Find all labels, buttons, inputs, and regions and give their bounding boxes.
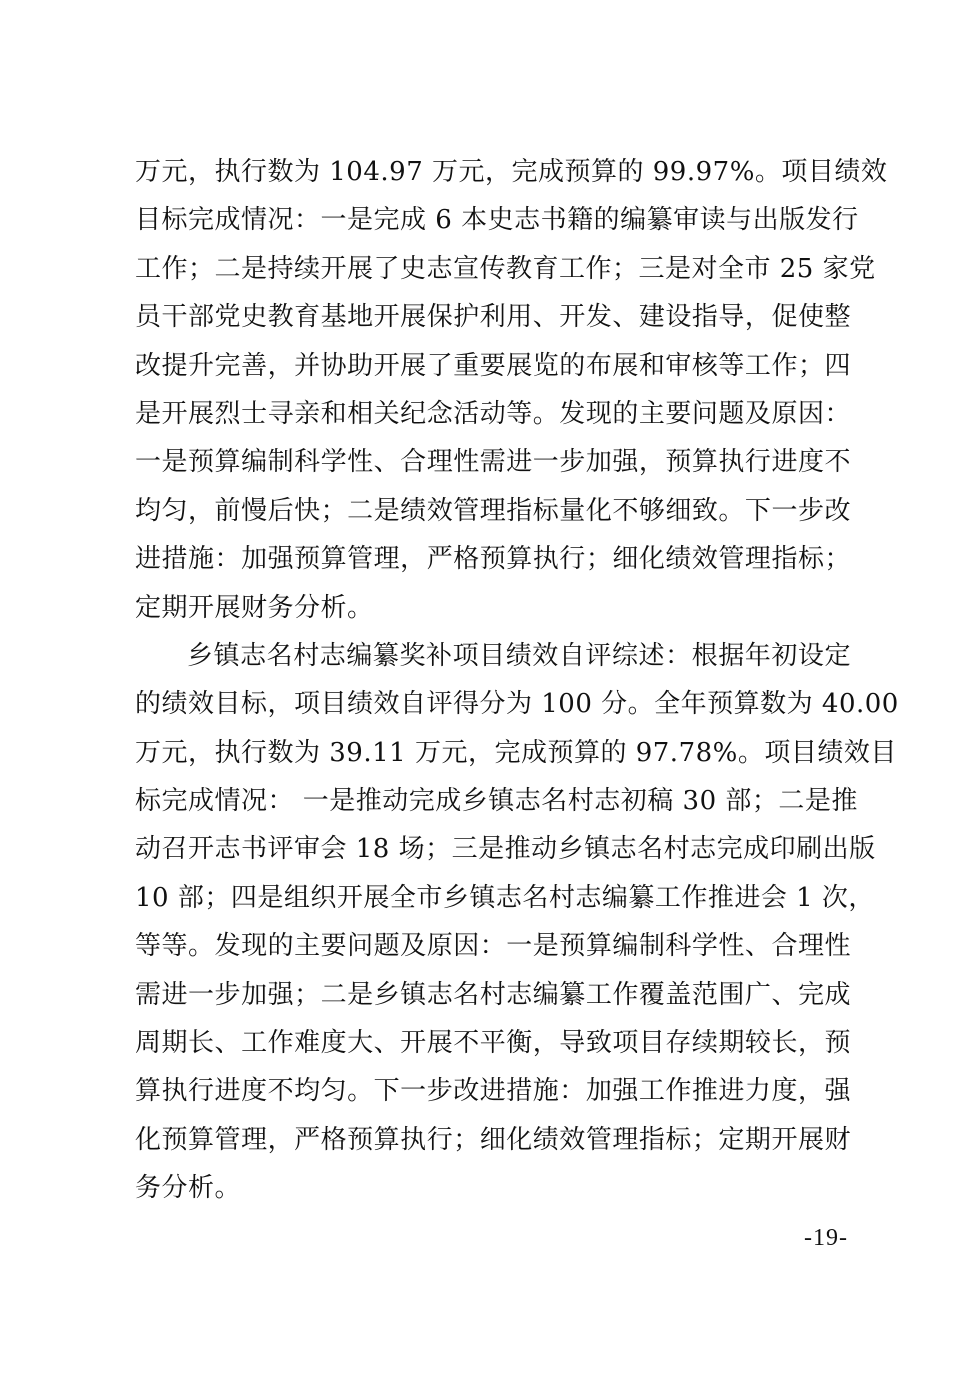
- text-line: 工作；二是持续开展了史志宣传教育工作；三是对全市 25 家党: [135, 253, 876, 284]
- document-body: [135, 148, 899, 1213]
- text-line: 等等。发现的主要问题及原因：一是预算编制科学性、合理性: [135, 931, 851, 962]
- paragraph-township-village-records-project: [135, 632, 899, 1213]
- text-line: 周期长、工作难度大、开展不平衡，导致项目存续期较长，预: [135, 1028, 851, 1059]
- text-line: 定期开展财务分析。: [135, 592, 374, 623]
- text-line: 化预算管理，严格预算执行；细化绩效管理指标；定期开展财: [135, 1124, 851, 1155]
- text-line: 标完成情况： 一是推动完成乡镇志名村志初稿 30 部；二是推: [135, 786, 858, 817]
- text-line: 务分析。: [135, 1173, 242, 1204]
- text-line: 万元，执行数为 104.97 万元，完成预算的 99.97%。项目绩效: [135, 157, 888, 187]
- text-line: 算执行进度不均匀。下一步改进措施：加强工作推进力度，强: [135, 1076, 851, 1107]
- text-line: 的绩效目标，项目绩效自评得分为 100 分。全年预算数为 40.00: [135, 689, 899, 720]
- text-line: 一是预算编制科学性、合理性需进一步加强，预算执行进度不: [135, 447, 851, 478]
- text-line: 动召开志书评审会 18 场；三是推动乡镇志名村志完成印刷出版: [135, 834, 876, 865]
- text-line: 目标完成情况：一是完成 6 本史志书籍的编纂审读与出版发行: [135, 205, 859, 236]
- paragraph-budget-execution-summary: [135, 148, 888, 632]
- page-number: -19-: [804, 1225, 848, 1251]
- text-line: 需进一步加强；二是乡镇志名村志编纂工作覆盖范围广、完成: [135, 979, 851, 1010]
- text-line: 员干部党史教育基地开展保护利用、开发、建设指导，促使整: [135, 302, 851, 333]
- text-line-indented: 乡镇志名村志编纂奖补项目绩效自评综述：根据年初设定: [187, 640, 851, 671]
- text-line: 均匀，前慢后快；二是绩效管理指标量化不够细致。下一步改: [135, 495, 851, 526]
- text-line: 是开展烈士寻亲和相关纪念活动等。发现的主要问题及原因：: [135, 398, 851, 429]
- text-line: 改提升完善，并协助开展了重要展览的布展和审核等工作；四: [135, 350, 851, 381]
- text-line: 10 部；四是组织开展全市乡镇志名村志编纂工作推进会 1 次，: [135, 882, 875, 913]
- text-line: 进措施：加强预算管理，严格预算执行；细化绩效管理指标；: [135, 544, 851, 575]
- text-line: 万元，执行数为 39.11 万元，完成预算的 97.78%。项目绩效目: [135, 737, 897, 768]
